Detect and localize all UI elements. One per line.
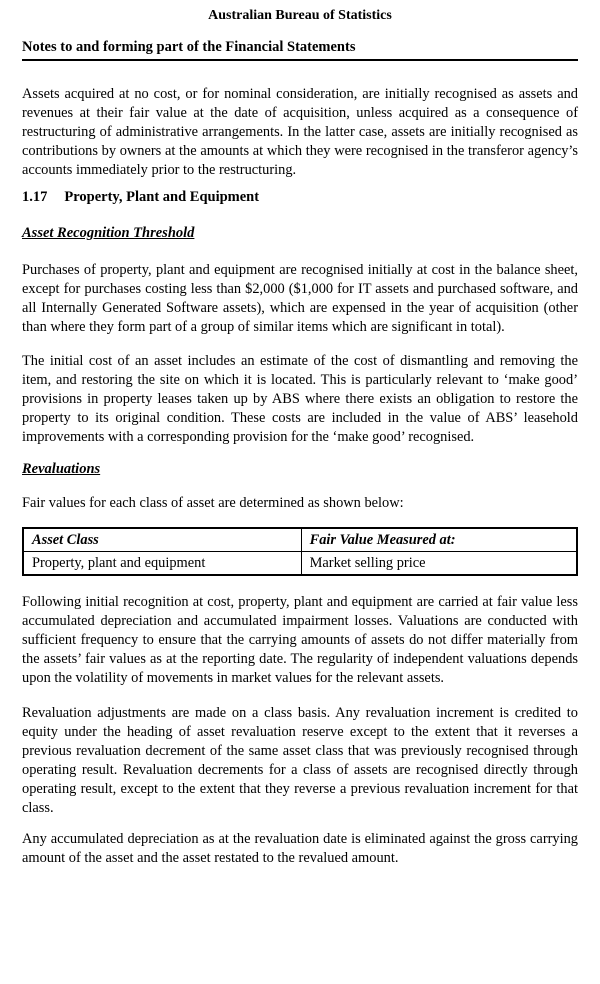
cell-asset-class-value: Property, plant and equipment <box>23 552 301 576</box>
section-heading-1-17 <box>22 188 578 207</box>
paragraph-purchases: Purchases of property, plant and equipment are recognised initially at cost in the balance sheet, except for purchases costing less than $2,000 ($1,000 for IT assets and purchased software, and all Internally Generated Software assets), which are expensed in the year of acquisition (other than where they form part of a group of similar items which are significant in total). <box>22 262 578 335</box>
paragraph-accumulated-depreciation: Any accumulated depreciation as at the revaluation date is eliminated against the gross carrying amount of the asset and the asset restated to the revalued amount. <box>22 831 578 866</box>
section-title: Property, Plant and Equipment <box>64 189 260 205</box>
fair-value-table <box>22 527 578 576</box>
cell-fair-value-measured-value: Market selling price <box>301 552 577 576</box>
paragraph-assets-acquired: Assets acquired at no cost, or for nominal consideration, are initially recognised as assets and revenues at their fair value at the date of acquisition, unless acquired as a consequence of restructuring of administrative arrangements. In the latter case, assets are initially recognised as contributions by owners at the amounts at which they were recognised in the transferor agency’s accounts immediately prior to the restructuring. <box>22 86 578 178</box>
paragraph-following-recognition: Following initial recognition at cost, property, plant and equipment are carried at fair value less accumulated depreciation and accumulated impairment losses. Valuations are conducted with sufficient frequency to ensure that the carrying amounts of assets do not differ materially from the assets’ fair values as at the reporting date. The regularity of independent valuations depends upon the volatility of movements in market values for the relevant assets. <box>22 594 578 686</box>
paragraph-initial-cost: The initial cost of an asset includes an estimate of the cost of dismantling and removing the item, and restoring the site on which it is located. This is particularly relevant to ‘make good’ provisions in property leases taken up by ABS where there exists an obligation to restore the property to its original condition. These costs are included in the value of ABS’ leasehold improvements with a corresponding provision for the ‘make good’ recognised. <box>22 353 578 445</box>
document-title: Notes to and forming part of the Financial Statements <box>22 38 578 61</box>
organisation-title: Australian Bureau of Statistics <box>208 8 392 23</box>
table-row <box>23 552 577 576</box>
fair-value-table-header-row <box>23 528 577 552</box>
column-header-asset-class: Asset Class <box>23 528 301 552</box>
column-header-fair-value-measured-at: Fair Value Measured at: <box>301 528 577 552</box>
paragraph-fair-values-intro: Fair values for each class of asset are determined as shown below: <box>22 495 404 511</box>
subheading-asset-recognition-threshold: Asset Recognition Threshold <box>22 225 195 241</box>
section-number: 1.17 <box>22 189 48 205</box>
subheading-revaluations: Revaluations <box>22 461 101 477</box>
paragraph-revaluation-adjustments: Revaluation adjustments are made on a class basis. Any revaluation increment is credited to equity under the heading of asset revaluation reserve except to the extent that it reverses a previous revaluation decrement of the same asset class that was previously recognised through operating result. Revaluation decrements for a class of assets are recognised directly through operating result, except to the extent that they reverse a previous revaluation increment for that class. <box>22 705 578 816</box>
